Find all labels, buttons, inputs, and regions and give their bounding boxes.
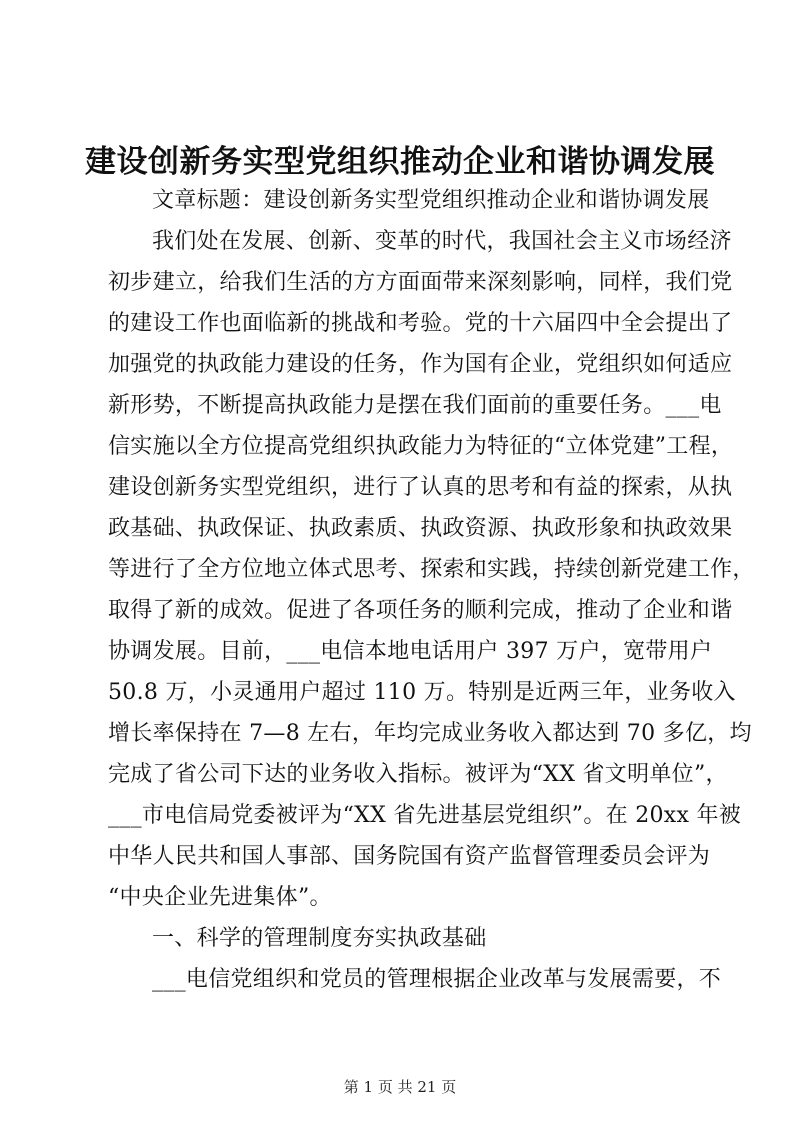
paragraph-line: 中华人民共和国人事部、国务院国有资产监督管理委员会评为	[108, 844, 711, 869]
paragraph-line: 我们处在发展、创新、变革的时代，我国社会主义市场经济	[152, 229, 732, 254]
document-body	[108, 180, 755, 1000]
paragraph-line: 的建设工作也面临新的挑战和考验。党的十六届四中全会提出了	[108, 311, 733, 336]
paragraph-line: 新形势，不断提高执政能力是摆在我们面前的重要任务。___电	[108, 393, 722, 418]
paragraph-line: 完成了省公司下达的业务收入指标。被评为“XX 省文明单位”，	[108, 762, 728, 787]
paragraph-line: ___电信党组织和党员的管理根据企业改革与发展需要，不	[152, 967, 722, 992]
page-footer: 第 1 页 共 21 页	[343, 1078, 457, 1096]
paragraph-line: 政基础、执政保证、执政素质、执政资源、执政形象和执政效果	[108, 516, 733, 541]
paragraph-line: 加强党的执政能力建设的任务，作为国有企业，党组织如何适应	[108, 352, 733, 377]
paragraph-line: 增长率保持在 7—8 左右，年均完成业务收入都达到 70 多亿，均	[108, 721, 752, 746]
paragraph-line: 建设创新务实型党组织，进行了认真的思考和有益的探索，从执	[108, 475, 733, 500]
paragraph-line: ___市电信局党委被评为“XX 省先进基层党组织”。在 20xx 年被	[108, 803, 742, 828]
article-title-line: 文章标题：建设创新务实型党组织推动企业和谐协调发展	[152, 188, 710, 213]
paragraph-line: 信实施以全方位提高党组织执政能力为特征的“立体党建”工程，	[108, 434, 734, 459]
paragraph-line: 初步建立，给我们生活的方方面面带来深刻影响，同样，我们党	[108, 270, 733, 295]
document-title: 建设创新务实型党组织推动企业和谐协调发展	[85, 144, 715, 180]
paragraph-line: 取得了新的成效。促进了各项任务的顺利完成，推动了企业和谐	[108, 598, 733, 623]
paragraph-line: “中央企业先进集体”。	[108, 885, 332, 910]
paragraph-line: 50.8 万，小灵通用户超过 110 万。特别是近两三年，业务收入	[108, 680, 736, 705]
paragraph-line: 等进行了全方位地立体式思考、探索和实践，持续创新党建工作，	[108, 557, 755, 582]
section-heading: 一、科学的管理制度夯实执政基础	[152, 926, 487, 951]
paragraph-line: 协调发展。目前，___电信本地电话用户 397 万户，宽带用户	[108, 639, 713, 664]
